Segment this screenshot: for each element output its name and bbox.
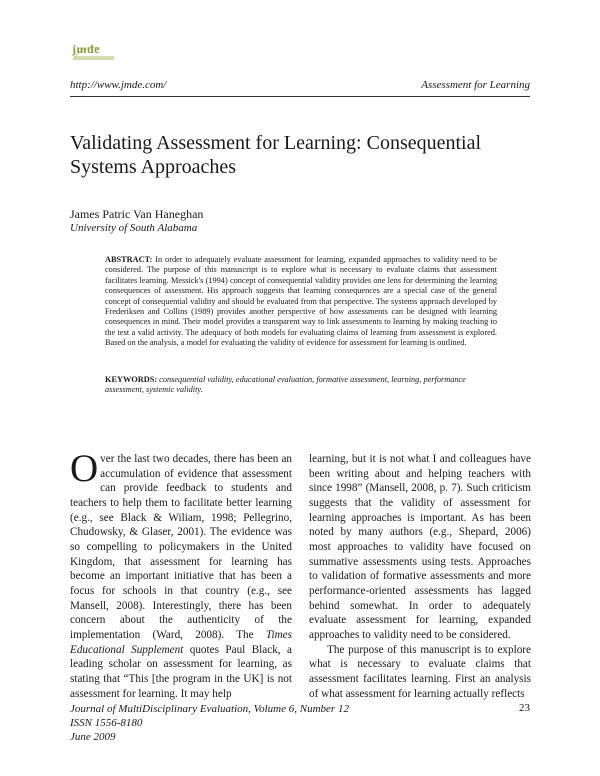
body-paragraph: learning, but it is not what I and colleagues have been writing about and helping teachers with since 1998” (Mansell, 2008, p. 7). Such criticism suggests that the validity of assessment for learning approaches is important. As has been noted by many authors (e.g., Shepard, 2006) most approaches to validity have focused on summative assessments using tests. Approaches to validation of formative assessments and more performance-oriented assessments has lagged behind somewhat. In order to adequately evaluate assessment for learning, expanded approaches to validity need to be considered. [309,453,531,641]
footer-citation [70,702,349,744]
body-paragraph: The purpose of this manuscript is to explore what is necessary to evaluate claims that assessment facilitates learning. First an analysis of what assessment for learning actually reflects [309,643,531,700]
abstract [105,255,497,349]
footer-issn: ISSN 1556-8180 [70,717,143,729]
drop-cap: O [70,447,99,490]
keywords-label: KEYWORDS: [105,375,158,384]
keywords-text: consequential validity, educational evaluation, formative assessment, learning, performance assessment, systemic validity. [105,375,466,395]
abstract-label: ABSTRACT: [105,255,153,264]
body-paragraph [70,447,292,701]
body-column-left [70,447,292,701]
logo-subtitle-bar [74,56,114,60]
header-url[interactable]: http://www.jmde.com/ [70,79,167,91]
author-name: James Patric Van Haneghan [70,207,204,221]
article-title: Validating Assessment for Learning: Consequential Systems Approaches [70,132,482,178]
author-affiliation: University of South Alabama [70,222,198,234]
body-text: ver the last two decades, there has been an accumulation of evidence that assessment can provide feedback to students and teachers to help them to facilitate better learning (e.g., see Black & Wiliam, 1998; Pellegrino, Chudowsky, & Glaser, 2001). The evidence was so compelling to policymakers in the United Kingdom, that assessment for learning has become an important initiative that has been a focus for schools in that country (e.g., see Mansell, 2008). Interestingly, there has been concern about the authenticity of the implementation (Ward, 2008). The [70,453,292,641]
footer-journal: Journal of MultiDisciplinary Evaluation, Volume 6, Number 12 [70,703,349,715]
keywords [105,375,497,396]
body-column-right [309,452,531,701]
journal-logo [70,40,110,66]
body-text: quotes Paul Black, a leading scholar on assessment for learning, as stating that “This [the program in the UK] is not assessment for learning. It may help [70,643,292,700]
logo-text: jmde [72,42,100,56]
abstract-text: In order to adequately evaluate assessment for learning, expanded approaches to validity need to be considered. The purpose of this manuscript is to explore what is necessary to evaluate claims that assessment facilitates learning. Messick's (1994) concept of consequential validity provides one lens for determining the learning consequences of assessment. His approach suggests that learning consequences are a special case of the general concept of consequential validity and should be evaluated from that perspective. The systems approach developed by Frederiksen and Collins (1989) provides another perspective of how assessments can be designed with learning consequences in mind. Their model provides a transparent way to link assessments to learning by making teaching to the test a valid activity. The adequacy of both models for evaluating claims of learning from assessment is explored. Based on the analysis, a model for evaluating the validity of evidence for assessment for learning is outlined. [105,255,497,348]
footer-date: June 2009 [70,731,116,743]
publication-name: Times Educational Supplement [70,628,292,656]
running-title: Assessment for Learning [421,79,530,91]
header-rule [70,96,530,97]
page-number: 23 [519,702,530,714]
